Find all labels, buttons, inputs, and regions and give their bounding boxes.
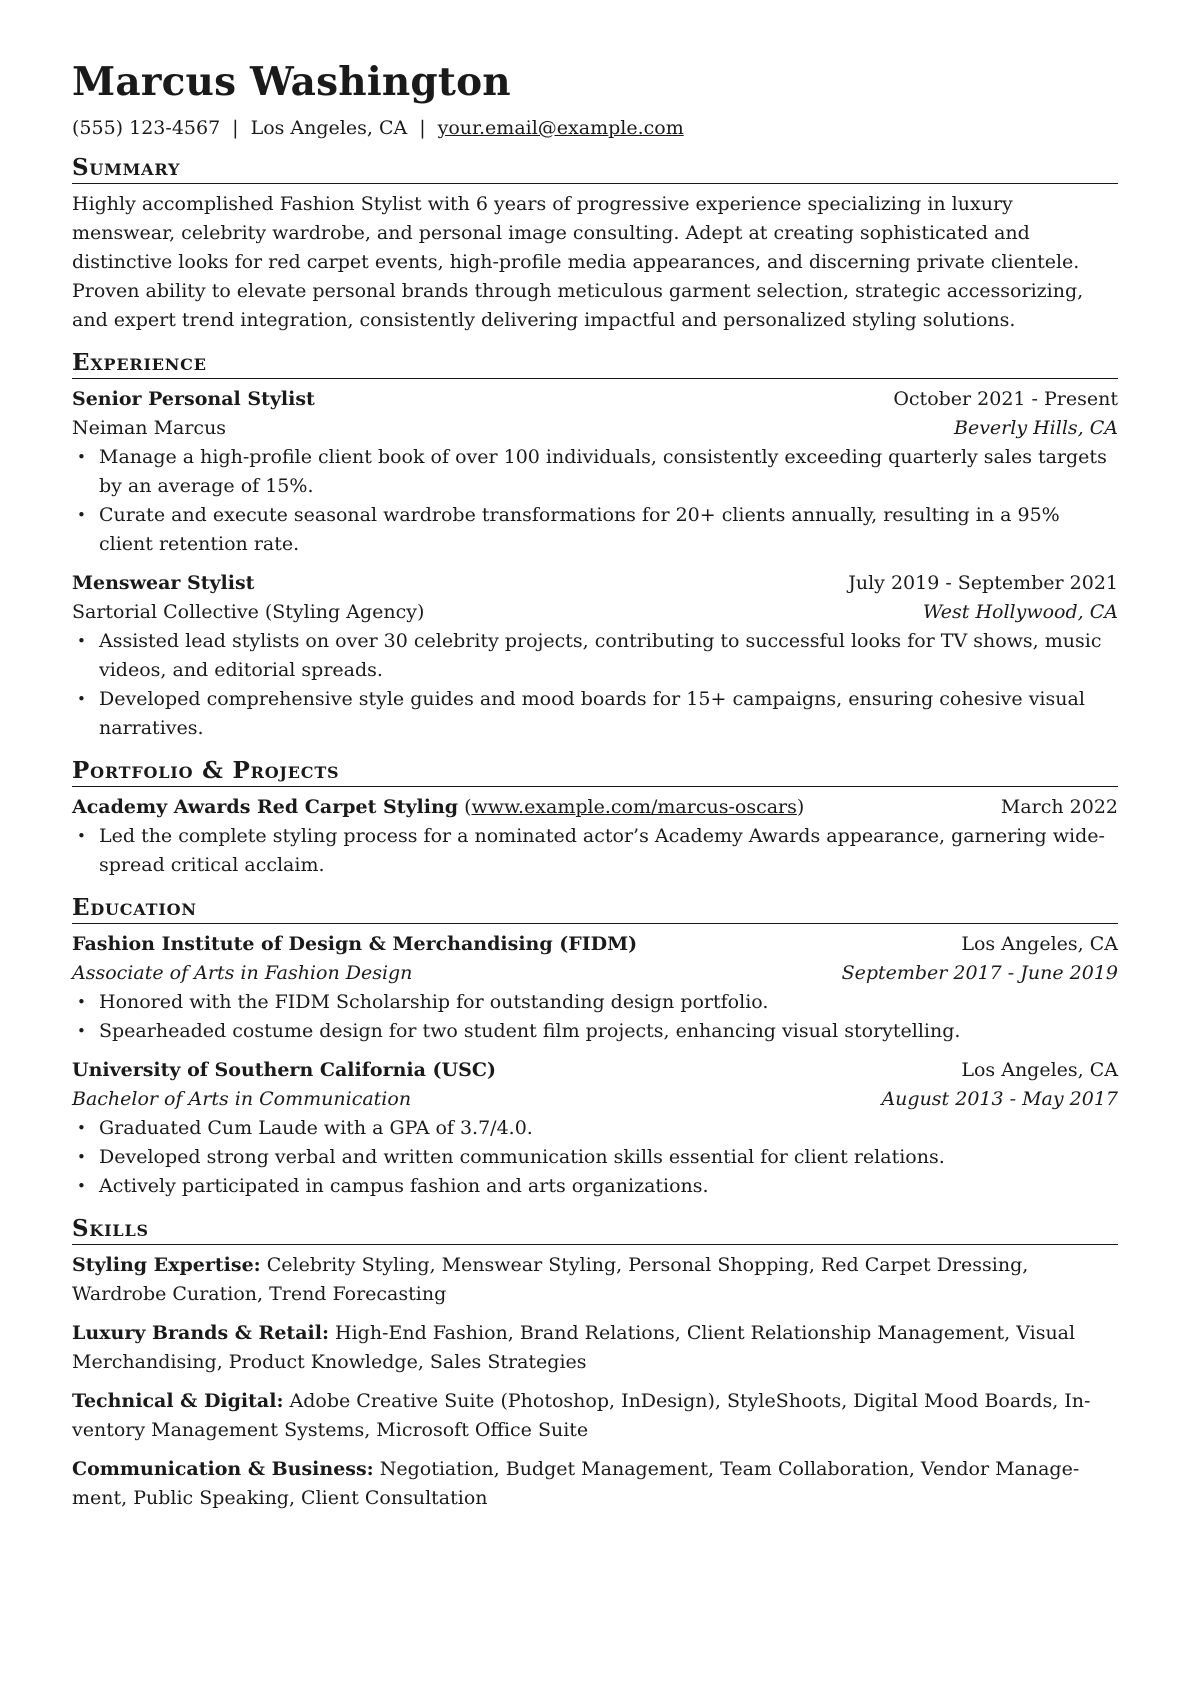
summary-text: Highly accomplished Fashion Stylist with 6 years of progressive experience specializing in luxury menswear, celebrity wardrobe, and personal image consulting. Adept at creating sophisticated and distinctive looks for red carpet events, high-profile media appearances, and discerning private clientele. Proven ability to elevate personal brands through meticulous garment selection, strategic accessorizing, and expert trend integration, consistently delivering impactful and personalized styling solutions. bbox=[72, 193, 1084, 331]
bullet-list bbox=[72, 627, 1118, 743]
skill-items: Adobe Creative Suite (Photoshop, InDesign), StyleShoots, Digital Mood Boards, Inventory Management Systems, Microsoft Office Suite bbox=[72, 1390, 1091, 1441]
bullet-list bbox=[72, 988, 1118, 1046]
phone-number: (555) 123-4567 bbox=[72, 117, 221, 139]
job-location: West Hollywood, CA bbox=[922, 601, 1118, 623]
skill-group bbox=[72, 1455, 1118, 1513]
contact-line bbox=[72, 114, 1118, 142]
degree-name: Bachelor of Arts in Communication bbox=[72, 1088, 412, 1110]
school-location: Los Angeles, CA bbox=[961, 1059, 1118, 1081]
section-title-education: Education bbox=[72, 894, 1118, 924]
project-heading: Academy Awards Red Carpet Styling (www.example.com/marcus-oscars) bbox=[72, 796, 805, 818]
bullet-item: • Developed comprehensive style guides and mood boards for 15+ campaigns, ensuring cohesive visual narratives. bbox=[99, 685, 1118, 743]
project-title: Academy Awards Red Carpet Styling bbox=[72, 796, 459, 818]
section-title-portfolio: Portfolio & Projects bbox=[72, 757, 1118, 787]
bullet-item: • Spearheaded costume design for two student film projects, enhancing visual storytelling. bbox=[99, 1017, 1118, 1046]
bullet-item: • Led the complete styling process for a nominated actor’s Academy Awards appearance, garnering widespread critical acclaim. bbox=[99, 822, 1118, 880]
location-text: Los Angeles, CA bbox=[250, 117, 408, 139]
education-dates: August 2013 - May 2017 bbox=[881, 1088, 1118, 1110]
candidate-name: Marcus Washington bbox=[72, 59, 511, 105]
skill-group bbox=[72, 1319, 1118, 1377]
project-link[interactable]: www.example.com/marcus-oscars bbox=[471, 796, 797, 818]
school-name: University of Southern California (USC) bbox=[72, 1059, 496, 1081]
job-dates: July 2019 - September 2021 bbox=[848, 572, 1118, 594]
skill-items: Negotiation, Budget Management, Team Collaboration, Vendor Management, Public Speaking, Client Consultation bbox=[72, 1458, 1080, 1509]
skill-label: Luxury Brands & Retail: bbox=[72, 1322, 329, 1344]
education-entry bbox=[72, 1056, 1118, 1201]
bullet-list bbox=[72, 1114, 1118, 1201]
skill-label: Technical & Digital: bbox=[72, 1390, 284, 1412]
experience-entry bbox=[72, 385, 1118, 559]
education-dates: September 2017 - June 2019 bbox=[841, 962, 1118, 984]
education-entry bbox=[72, 930, 1118, 1046]
skill-items: Celebrity Styling, Menswear Styling, Personal Shopping, Red Carpet Dressing, Wardrobe Curation, Trend Forecasting bbox=[72, 1254, 1029, 1305]
company-name: Neiman Marcus bbox=[72, 417, 227, 439]
job-title: Menswear Stylist bbox=[72, 572, 255, 594]
section-title-experience: Experience bbox=[72, 349, 1118, 379]
bullet-item: • Actively participated in campus fashion and arts organizations. bbox=[99, 1172, 1118, 1201]
contact-separator: | bbox=[232, 117, 239, 139]
bullet-item: • Developed strong verbal and written communication skills essential for client relations. bbox=[99, 1143, 1118, 1172]
bullet-item: • Manage a high-profile client book of over 100 individuals, consistently exceeding quarterly sales targets by an average of 15%. bbox=[99, 443, 1118, 501]
skill-items: High-End Fashion, Brand Relations, Client Relationship Management, Visual Merchandising, Product Knowledge, Sales Strategies bbox=[72, 1322, 1076, 1373]
section-title-skills: Skills bbox=[72, 1215, 1118, 1245]
skill-group bbox=[72, 1387, 1118, 1445]
bullet-item: • Curate and execute seasonal wardrobe transformations for 20+ clients annually, resulting in a 95% client retention rate. bbox=[99, 501, 1118, 559]
project-entry bbox=[72, 793, 1118, 880]
contact-separator: | bbox=[419, 117, 426, 139]
job-title: Senior Personal Stylist bbox=[72, 388, 315, 410]
project-date: March 2022 bbox=[1000, 796, 1118, 818]
company-name: Sartorial Collective (Styling Agency) bbox=[72, 601, 425, 623]
experience-entry bbox=[72, 569, 1118, 743]
job-location: Beverly Hills, CA bbox=[953, 417, 1118, 439]
degree-name: Associate of Arts in Fashion Design bbox=[72, 962, 413, 984]
bullet-item: • Assisted lead stylists on over 30 celebrity projects, contributing to successful looks for TV shows, music videos, and editorial spreads. bbox=[99, 627, 1118, 685]
skill-group bbox=[72, 1251, 1118, 1309]
section-title-summary: Summary bbox=[72, 154, 1118, 184]
school-location: Los Angeles, CA bbox=[961, 933, 1118, 955]
bullet-item: • Honored with the FIDM Scholarship for outstanding design portfolio. bbox=[99, 988, 1118, 1017]
job-dates: October 2021 - Present bbox=[893, 388, 1118, 410]
school-name: Fashion Institute of Design & Merchandising (FIDM) bbox=[72, 933, 638, 955]
bullet-list bbox=[72, 822, 1118, 880]
skill-label: Styling Expertise: bbox=[72, 1254, 261, 1276]
skill-label: Communication & Business: bbox=[72, 1458, 374, 1480]
bullet-list bbox=[72, 443, 1118, 559]
bullet-item: • Graduated Cum Laude with a GPA of 3.7/4.0. bbox=[99, 1114, 1118, 1143]
email-link[interactable]: your.email@example.com bbox=[437, 117, 684, 139]
